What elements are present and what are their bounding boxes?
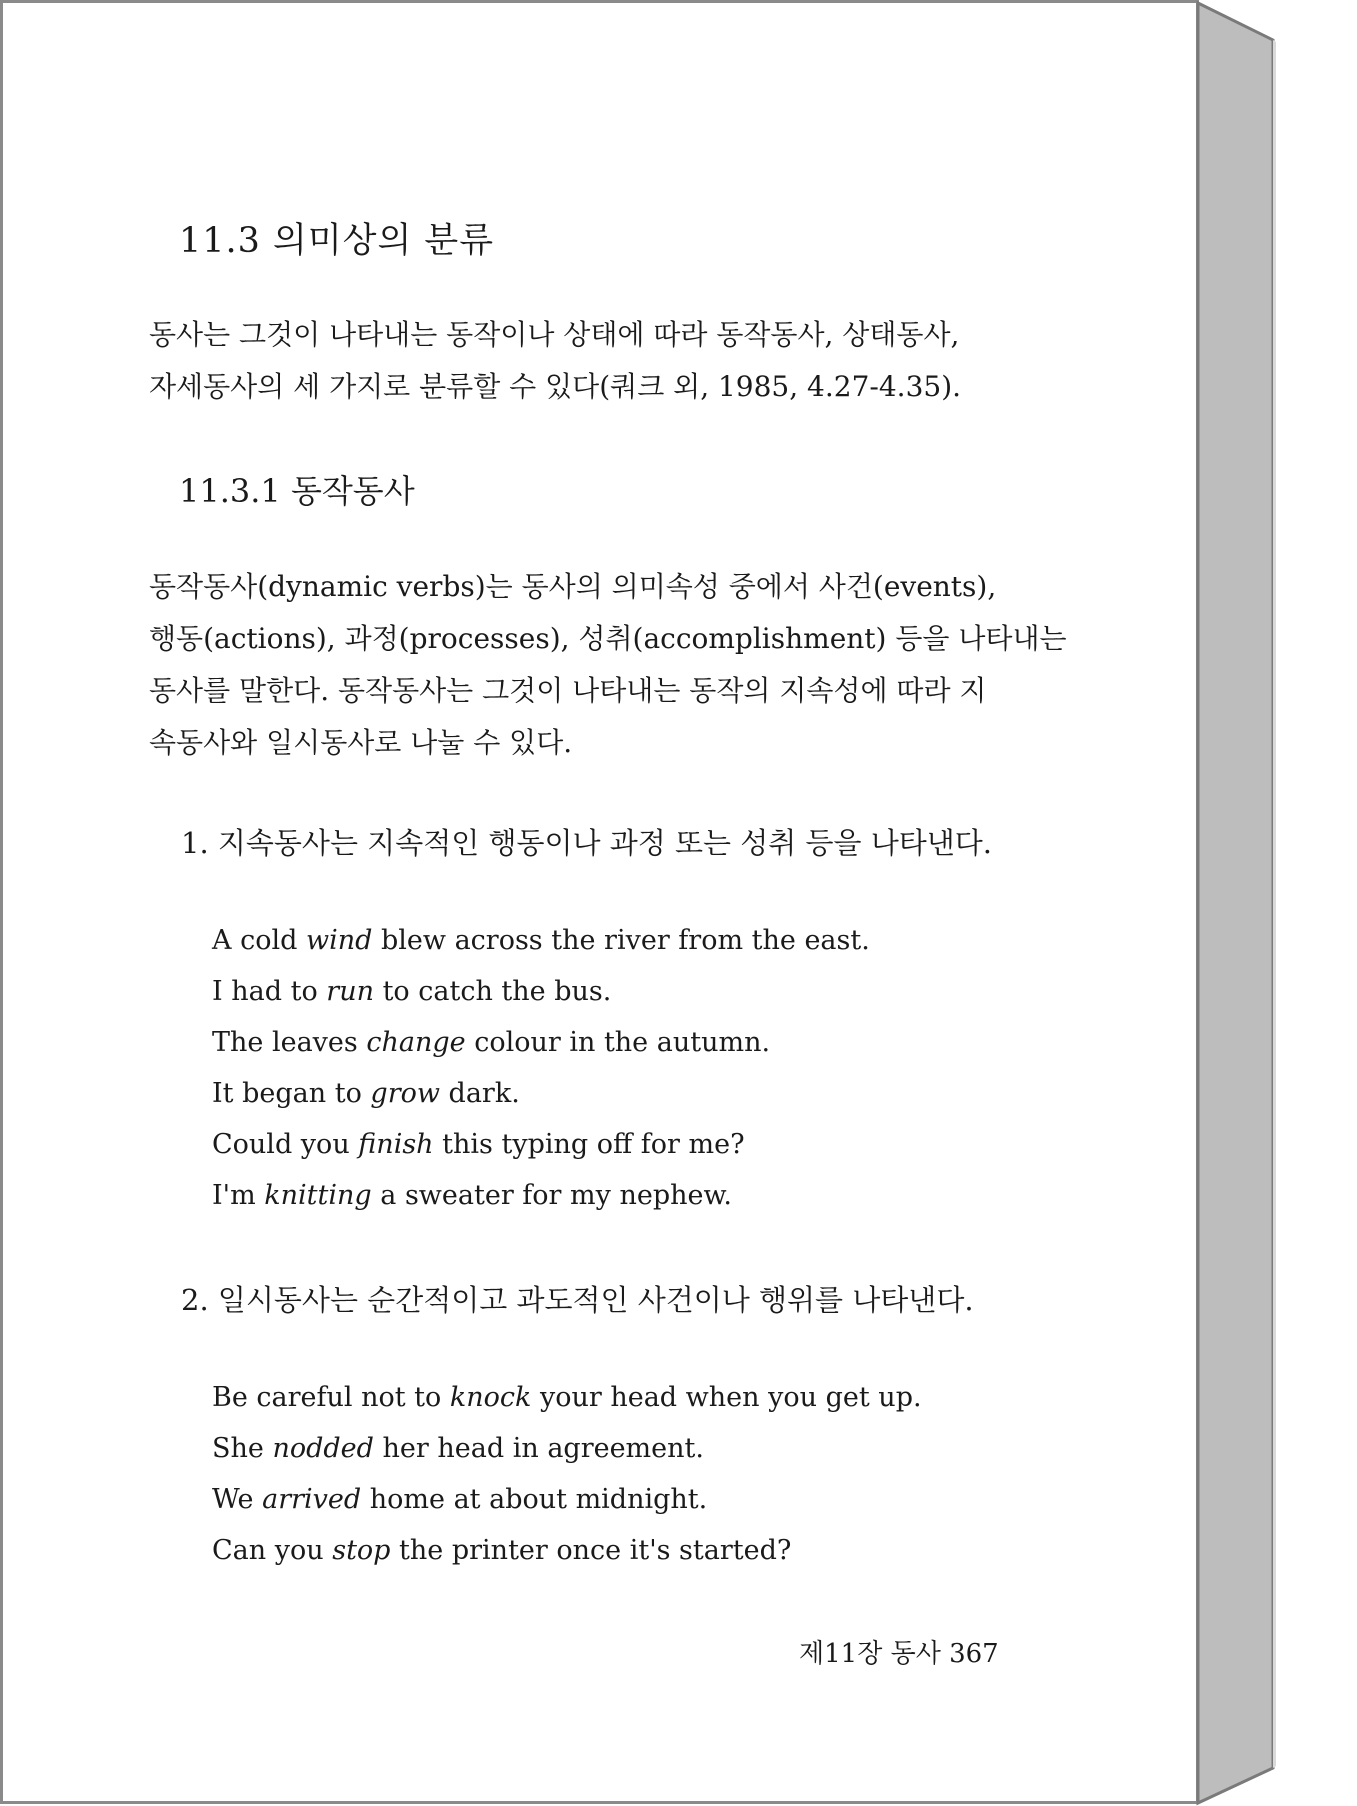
body-line: 동사를 말한다. 동작동사는 그것이 나타내는 동작의 지속성에 따라 지 (149, 674, 987, 707)
example-sentence: She nodded her head in agreement. (212, 1433, 704, 1464)
example-verb: change (366, 1027, 466, 1058)
example-sentence: A cold wind blew across the river from the east. (212, 925, 870, 956)
example-verb: knitting (264, 1180, 372, 1211)
subsection-title: 11.3.1 동작동사 (179, 472, 415, 510)
example-sentence: Could you finish this typing off for me? (212, 1129, 745, 1160)
example-verb: run (326, 976, 374, 1007)
intro-paragraph (149, 309, 1029, 413)
body-paragraph (149, 561, 1067, 769)
list-heading-durative: 1. 지속동사는 지속적인 행동이나 과정 또는 성취 등을 나타낸다. (181, 826, 992, 860)
example-verb: nodded (272, 1433, 374, 1464)
example-list-durative (212, 915, 870, 1221)
list-heading-momentary: 2. 일시동사는 순간적이고 과도적인 사건이나 행위를 나타낸다. (181, 1283, 974, 1317)
book-side-edge (1273, 40, 1276, 1768)
example-sentence: I'm knitting a sweater for my nephew. (212, 1180, 732, 1211)
example-sentence: I had to run to catch the bus. (212, 976, 612, 1007)
intro-line: 동사는 그것이 나타내는 동작이나 상태에 따라 동작동사, 상태동사, (149, 318, 960, 351)
example-sentence: We arrived home at about midnight. (212, 1484, 708, 1515)
example-sentence: It began to grow dark. (212, 1078, 520, 1109)
example-verb: stop (332, 1535, 391, 1566)
page (3, 3, 1198, 1801)
body-line: 속동사와 일시동사로 나눌 수 있다. (149, 726, 573, 759)
example-sentence: Can you stop the printer once it's started? (212, 1535, 792, 1566)
example-verb: finish (358, 1129, 434, 1160)
example-list-momentary (212, 1372, 922, 1576)
intro-line: 자세동사의 세 가지로 분류할 수 있다(쿼크 외, 1985, 4.27-4.35). (149, 370, 962, 403)
example-sentence: The leaves change colour in the autumn. (212, 1027, 771, 1058)
book-side (1198, 3, 1273, 1803)
page-footer: 제11장 동사 367 (799, 1639, 999, 1669)
body-line: 행동(actions), 과정(processes), 성취(accomplishment) 등을 나타내는 (149, 622, 1067, 655)
example-verb: arrived (262, 1484, 362, 1515)
example-verb: grow (370, 1078, 440, 1109)
example-verb: wind (305, 925, 373, 956)
section-title: 11.3 의미상의 분류 (179, 221, 495, 261)
example-sentence: Be careful not to knock your head when you get up. (212, 1382, 922, 1413)
example-verb: knock (449, 1382, 532, 1413)
body-line: 동작동사(dynamic verbs)는 동사의 의미속성 중에서 사건(events), (149, 570, 997, 603)
